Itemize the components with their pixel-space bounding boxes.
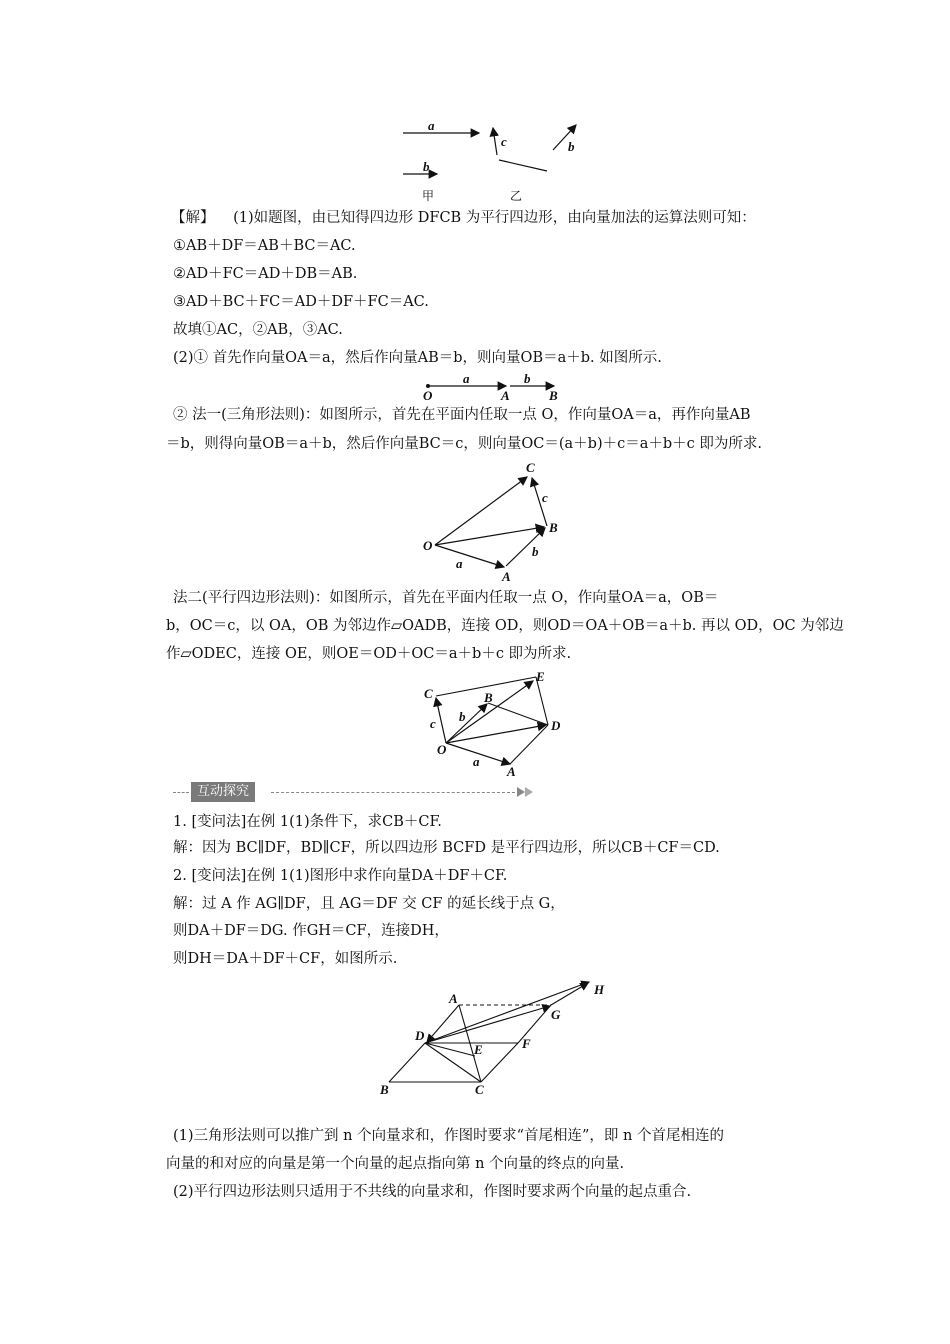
fig3-label-c: c (542, 490, 548, 505)
method2-line-2: b，OC＝c，以 OA，OB 为邻边作▱OADB，连接 OD，则OD＝OA＋OB＝a＋b. 再以 OD，OC 为邻边 (166, 618, 844, 634)
solution-line-5: 故填①AC，②AB，③AC. (173, 322, 343, 338)
fig4-label-c: c (430, 716, 436, 731)
explore-line-5: 则DA＋DF＝DG. 作GH＝CF，连接DH， (173, 923, 449, 939)
solution-heading-line (171, 209, 756, 227)
fig4-label-A: A (507, 764, 516, 779)
figure-triangle-rule (420, 460, 570, 585)
fig5-label-A: A (449, 991, 458, 1006)
explore-line-6: 则DH＝DA＋DF＋CF，如图所示. (173, 951, 398, 967)
fig4-label-O: O (437, 742, 447, 757)
fig4-label-D: D (551, 718, 561, 733)
fig1-label-b2: b (568, 139, 575, 154)
fig5-label-C: C (475, 1082, 484, 1097)
solution-line-6: (2)① 首先作向量OA＝a，然后作向量AB＝b，则向量OB＝a＋b. 如图所示. (173, 350, 662, 366)
summary-line-2: 向量的和对应的向量是第一个向量的起点指向第 n 个向量的终点的向量. (166, 1156, 625, 1172)
method1-line-2: ＝b，则得向量OB＝a＋b，然后作向量BC＝c，则向量OC＝(a＋b)＋c＝a＋b＋c 即为所求. (166, 436, 762, 452)
fig4-label-a: a (473, 754, 480, 769)
tag-bar-arrow-icon (517, 787, 525, 797)
figure-oab-line (418, 371, 568, 404)
fig5-label-E: E (474, 1042, 483, 1057)
method1-line-1: ② 法一(三角形法则)：如图所示，首先在平面内任取一点 O，作向量OA＝a，再作向量AB (173, 407, 751, 423)
tag-bar-dash-left (173, 792, 189, 793)
fig3-label-O: O (423, 538, 433, 553)
solution-line-2: ①AB＋DF＝AB＋BC＝AC. (173, 238, 356, 254)
fig4-label-C: C (424, 686, 433, 701)
figure-parallelogram-rule (420, 668, 570, 780)
explore-line-4: 解：过 A 作 AG∥DF，且 AG＝DF 交 CF 的延长线于点 G， (173, 896, 565, 912)
tag-bar-dash-right (271, 792, 515, 793)
summary-line-1: (1)三角形法则可以推广到 n 个向量求和，作图时要求“首尾相连”，即 n 个首尾相连的 (173, 1128, 724, 1144)
solution-line-4: ③AD＋BC＋FC＝AD＋DF＋FC＝AC. (173, 294, 429, 310)
explore-line-3: 2. [变问法]在例 1(1)图形中求作向量DA＋DF＋CF. (173, 868, 508, 884)
interactive-explore-tag: 互动探究 (191, 782, 255, 802)
method2-line-3: 作▱ODEC，连接 OE，则OE＝OD＋OC＝a＋b＋c 即为所求. (166, 646, 572, 662)
fig2-label-a: a (463, 371, 470, 386)
fig1-label-c: c (501, 134, 507, 149)
fig3-label-C: C (526, 460, 535, 475)
fig1-caption-yi: 乙 (510, 189, 523, 203)
fig2-label-O: O (423, 388, 433, 403)
interactive-explore-bar (173, 782, 549, 804)
fig2-label-b: b (524, 371, 531, 386)
fig1-label-a: a (428, 118, 435, 133)
figure-vectors-abc (395, 118, 595, 210)
fig4-label-E: E (536, 669, 545, 684)
solution-tag: 【解】 (171, 210, 215, 226)
fig5-label-B: B (380, 1082, 389, 1097)
fig5-label-H: H (594, 982, 605, 997)
fig3-label-A: A (502, 569, 511, 584)
solution-line-1: (1)如题图，由已知得四边形 DFCB 为平行四边形，由向量加法的运算法则可知： (233, 210, 756, 226)
solution-line-3: ②AD＋FC＝AD＋DB＝AB. (173, 266, 358, 282)
figure-dh-construction (375, 970, 615, 1095)
fig5-label-D: D (415, 1028, 425, 1043)
fig4-label-B: B (484, 690, 493, 705)
method2-line-1: 法二(平行四边形法则)：如图所示，首先在平面内任取一点 O，作向量OA＝a，OB＝ (173, 590, 719, 606)
explore-line-2: 解：因为 BC∥DF，BD∥CF，所以四边形 BCFD 是平行四边形，所以CB＋CF＝CD. (173, 840, 720, 856)
explore-line-1: 1. [变问法]在例 1(1)条件下，求CB＋CF. (173, 814, 442, 830)
tag-bar-arrow-icon-2 (525, 787, 533, 797)
fig2-label-A: A (501, 388, 510, 403)
fig2-label-B: B (549, 388, 558, 403)
fig3-label-a: a (456, 556, 463, 571)
fig1-label-b: b (423, 159, 430, 174)
fig5-label-F: F (522, 1036, 531, 1051)
fig5-label-G: G (551, 1007, 561, 1022)
fig4-label-b: b (459, 709, 466, 724)
summary-line-3: (2)平行四边形法则只适用于不共线的向量求和，作图时要求两个向量的起点重合. (173, 1184, 692, 1200)
fig3-label-b: b (532, 544, 539, 559)
fig3-label-B: B (549, 520, 558, 535)
fig1-caption-jia: 甲 (422, 189, 435, 203)
